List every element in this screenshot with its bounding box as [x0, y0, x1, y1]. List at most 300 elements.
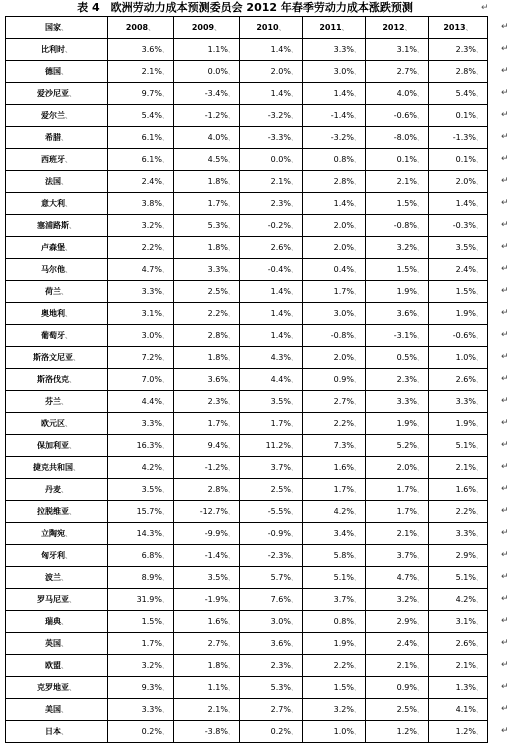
cell-mark: 、 — [162, 639, 169, 648]
cell-mark: 、 — [354, 177, 361, 186]
value-cell — [108, 523, 174, 545]
value-cell — [366, 171, 429, 193]
value-text: 4.2% — [455, 594, 476, 604]
country-label: 罗马尼亚 — [37, 595, 69, 604]
value-cell — [429, 171, 488, 193]
cell-mark: 、 — [162, 397, 169, 406]
paragraph-mark: ↵ — [501, 725, 509, 736]
paragraph-mark: ↵ — [501, 197, 509, 208]
table-row — [6, 347, 488, 369]
country-label: 希腊 — [45, 133, 61, 142]
value-text: 0.1% — [396, 154, 417, 164]
value-text: 1.7% — [396, 484, 417, 494]
cell-mark: 、 — [291, 287, 298, 296]
cell-mark: 、 — [417, 177, 424, 186]
cell-mark: 、 — [148, 23, 156, 32]
value-cell — [174, 545, 240, 567]
value-text: 7.0% — [141, 374, 162, 384]
value-text: 2.5% — [207, 286, 228, 296]
value-text: 4.4% — [141, 396, 162, 406]
cell-mark: 、 — [162, 177, 169, 186]
value-cell — [174, 171, 240, 193]
country-cell — [6, 589, 108, 611]
value-text: 2.7% — [396, 66, 417, 76]
cell-mark: 、 — [291, 177, 298, 186]
cell-mark: 、 — [291, 199, 298, 208]
cell-mark: 、 — [228, 551, 235, 560]
paragraph-mark: ↵ — [501, 219, 509, 230]
country-cell — [6, 281, 108, 303]
column-header — [429, 17, 488, 39]
value-text: 0.9% — [396, 682, 417, 692]
cell-mark: 、 — [354, 221, 361, 230]
value-text: 4.0% — [207, 132, 228, 142]
value-cell — [429, 523, 488, 545]
cell-mark: 、 — [162, 705, 169, 714]
cell-mark: 、 — [417, 551, 424, 560]
cell-mark: 、 — [354, 89, 361, 98]
value-text: 2.7% — [207, 638, 228, 648]
value-text: 2.8% — [207, 484, 228, 494]
value-cell — [108, 589, 174, 611]
value-text: 6.8% — [141, 550, 162, 560]
cell-mark: 、 — [291, 551, 298, 560]
value-cell — [174, 303, 240, 325]
cell-mark: 、 — [417, 485, 424, 494]
cell-mark: 、 — [228, 177, 235, 186]
cell-mark: 、 — [417, 133, 424, 142]
value-text: 1.9% — [333, 638, 354, 648]
value-cell — [429, 457, 488, 479]
value-cell — [303, 611, 366, 633]
cell-mark: 、 — [354, 683, 361, 692]
value-cell — [108, 149, 174, 171]
value-cell — [174, 127, 240, 149]
cell-mark: 、 — [291, 45, 298, 54]
value-cell — [429, 39, 488, 61]
value-text: 2.4% — [396, 638, 417, 648]
country-cell — [6, 545, 108, 567]
value-text: 3.7% — [270, 462, 291, 472]
value-cell — [240, 347, 303, 369]
value-cell — [429, 501, 488, 523]
value-text: 4.2% — [333, 506, 354, 516]
country-label: 日本 — [45, 727, 61, 736]
value-cell — [240, 721, 303, 743]
country-label: 欧盟 — [45, 661, 61, 670]
cell-mark: 、 — [69, 442, 76, 450]
value-text: 11.2% — [265, 440, 291, 450]
value-cell — [303, 61, 366, 83]
value-cell — [108, 127, 174, 149]
cell-mark: 、 — [162, 617, 169, 626]
value-text: -1.3% — [452, 132, 476, 142]
cell-mark: 、 — [417, 661, 424, 670]
cell-mark: 、 — [417, 683, 424, 692]
value-cell — [303, 325, 366, 347]
cell-mark: 、 — [228, 397, 235, 406]
cell-mark: 、 — [228, 199, 235, 208]
value-cell — [429, 105, 488, 127]
cell-mark: 、 — [476, 617, 483, 626]
value-cell — [303, 149, 366, 171]
cell-mark: 、 — [228, 353, 235, 362]
cell-mark: 、 — [69, 90, 76, 98]
value-text: 3.5% — [455, 242, 476, 252]
cell-mark: 、 — [291, 375, 298, 384]
paragraph-mark: ↵ — [501, 373, 509, 384]
cell-mark: 、 — [417, 375, 424, 384]
header-label: 2009 — [191, 22, 215, 32]
value-text: 2.0% — [455, 176, 476, 186]
value-cell — [303, 501, 366, 523]
paragraph-mark: ↵ — [501, 703, 509, 714]
value-text: -1.9% — [204, 594, 228, 604]
value-text: 6.1% — [141, 154, 162, 164]
country-cell — [6, 435, 108, 457]
value-text: 3.3% — [455, 528, 476, 538]
cell-mark: 、 — [291, 221, 298, 230]
value-cell — [108, 567, 174, 589]
cell-mark: 、 — [65, 310, 72, 318]
value-cell — [429, 699, 488, 721]
value-text: 1.6% — [455, 484, 476, 494]
cell-mark: 、 — [228, 573, 235, 582]
table-row — [6, 303, 488, 325]
value-text: 5.4% — [141, 110, 162, 120]
value-text: 2.8% — [207, 330, 228, 340]
cell-mark: 、 — [354, 353, 361, 362]
cell-mark: 、 — [354, 441, 361, 450]
value-cell — [240, 303, 303, 325]
value-cell — [174, 501, 240, 523]
value-text: 4.4% — [270, 374, 291, 384]
value-cell — [366, 237, 429, 259]
value-cell — [174, 391, 240, 413]
cell-mark: 、 — [291, 67, 298, 76]
cell-mark: 、 — [417, 331, 424, 340]
paragraph-mark: ↵ — [501, 109, 509, 120]
cell-mark: 、 — [228, 639, 235, 648]
paragraph-mark: ↵ — [501, 65, 509, 76]
value-cell — [174, 567, 240, 589]
cell-mark: 、 — [69, 508, 76, 516]
cell-mark: 、 — [73, 354, 80, 362]
paragraph-mark: ↵ — [501, 395, 509, 406]
cell-mark: 、 — [354, 45, 361, 54]
value-cell — [366, 567, 429, 589]
country-label: 意大利 — [41, 199, 65, 208]
value-text: 1.6% — [207, 616, 228, 626]
country-cell — [6, 457, 108, 479]
cell-mark: 、 — [291, 265, 298, 274]
value-text: 2.6% — [455, 638, 476, 648]
value-text: -1.4% — [330, 110, 354, 120]
cell-mark: 、 — [162, 419, 169, 428]
value-text: -0.2% — [267, 220, 291, 230]
table-row — [6, 127, 488, 149]
value-text: 4.7% — [396, 572, 417, 582]
value-cell — [303, 699, 366, 721]
cell-mark: 、 — [228, 441, 235, 450]
value-cell — [240, 457, 303, 479]
cell-mark: 、 — [417, 353, 424, 362]
paragraph-mark: ↵ — [501, 329, 509, 340]
country-cell — [6, 105, 108, 127]
cell-mark: 、 — [162, 353, 169, 362]
cell-mark: 、 — [291, 331, 298, 340]
column-header — [6, 17, 108, 39]
cell-mark: 、 — [354, 67, 361, 76]
cell-mark: 、 — [417, 67, 424, 76]
value-cell — [366, 325, 429, 347]
country-label: 斯洛文尼亚 — [33, 353, 73, 362]
cell-mark: 、 — [291, 133, 298, 142]
value-text: 1.9% — [396, 286, 417, 296]
country-label: 卢森堡 — [41, 243, 65, 252]
cell-mark: 、 — [417, 89, 424, 98]
value-text: 3.4% — [333, 528, 354, 538]
cell-mark: 、 — [476, 727, 483, 736]
value-text: 1.8% — [207, 242, 228, 252]
country-label: 法国 — [45, 177, 61, 186]
value-text: 2.5% — [270, 484, 291, 494]
value-cell — [108, 259, 174, 281]
country-cell — [6, 721, 108, 743]
cell-mark: 、 — [162, 551, 169, 560]
value-text: 2.0% — [333, 242, 354, 252]
value-text: 2.7% — [333, 396, 354, 406]
value-text: 0.2% — [270, 726, 291, 736]
value-cell — [240, 567, 303, 589]
cell-mark: 、 — [228, 485, 235, 494]
value-cell — [303, 303, 366, 325]
value-cell — [303, 127, 366, 149]
value-text: 2.7% — [270, 704, 291, 714]
value-text: 4.5% — [207, 154, 228, 164]
cell-mark: 、 — [214, 23, 222, 32]
value-cell — [366, 39, 429, 61]
cell-mark: 、 — [476, 45, 483, 54]
value-text: 1.9% — [455, 308, 476, 318]
value-text: -0.6% — [393, 110, 417, 120]
value-cell — [174, 677, 240, 699]
value-text: -12.7% — [199, 506, 228, 516]
cell-mark: 、 — [476, 199, 483, 208]
cell-mark: 、 — [354, 243, 361, 252]
country-label: 匈牙利 — [41, 551, 65, 560]
value-text: 2.2% — [333, 418, 354, 428]
cell-mark: 、 — [228, 67, 235, 76]
value-text: 1.8% — [207, 660, 228, 670]
value-cell — [303, 171, 366, 193]
value-cell — [108, 699, 174, 721]
cell-mark: 、 — [228, 529, 235, 538]
value-cell — [303, 39, 366, 61]
cell-mark: 、 — [61, 398, 68, 406]
value-text: 1.5% — [396, 198, 417, 208]
cell-mark: 、 — [228, 155, 235, 164]
table-row — [6, 61, 488, 83]
paragraph-mark: ↵ — [501, 131, 509, 142]
value-cell — [303, 435, 366, 457]
paragraph-mark: ↵ — [501, 43, 509, 54]
value-text: 3.0% — [333, 66, 354, 76]
cell-mark: 、 — [162, 331, 169, 340]
value-cell — [240, 633, 303, 655]
table-row — [6, 413, 488, 435]
value-cell — [429, 61, 488, 83]
cell-mark: 、 — [162, 287, 169, 296]
cell-mark: 、 — [61, 728, 68, 736]
cell-mark: 、 — [476, 485, 483, 494]
cell-mark: 、 — [476, 683, 483, 692]
value-text: 8.9% — [141, 572, 162, 582]
table-row — [6, 39, 488, 61]
value-text: -1.2% — [204, 462, 228, 472]
value-cell — [240, 193, 303, 215]
value-cell — [240, 127, 303, 149]
value-text: 2.3% — [455, 44, 476, 54]
value-text: 1.7% — [270, 418, 291, 428]
value-text: 1.5% — [141, 616, 162, 626]
cell-mark: 、 — [162, 111, 169, 120]
value-cell — [429, 303, 488, 325]
value-cell — [429, 413, 488, 435]
value-cell — [108, 677, 174, 699]
value-cell — [240, 281, 303, 303]
cell-mark: 、 — [65, 46, 72, 54]
value-text: 6.1% — [141, 132, 162, 142]
value-text: 3.3% — [455, 396, 476, 406]
country-label: 拉脱维亚 — [37, 507, 69, 516]
table-row — [6, 567, 488, 589]
value-cell — [174, 347, 240, 369]
cell-mark: 、 — [417, 507, 424, 516]
value-cell — [303, 83, 366, 105]
country-label: 马尔他 — [41, 265, 65, 274]
value-text: 9.7% — [141, 88, 162, 98]
cell-mark: 、 — [162, 89, 169, 98]
cell-mark: 、 — [228, 221, 235, 230]
value-cell — [174, 39, 240, 61]
value-text: 2.9% — [396, 616, 417, 626]
cell-mark: 、 — [354, 375, 361, 384]
value-text: 3.0% — [333, 308, 354, 318]
value-text: 1.7% — [333, 286, 354, 296]
value-cell — [366, 215, 429, 237]
value-text: 3.3% — [333, 44, 354, 54]
value-cell — [366, 105, 429, 127]
value-text: 3.5% — [270, 396, 291, 406]
value-cell — [303, 105, 366, 127]
value-cell — [174, 633, 240, 655]
cell-mark: 、 — [291, 485, 298, 494]
table-row — [6, 435, 488, 457]
value-text: -1.4% — [204, 550, 228, 560]
cell-mark: 、 — [476, 507, 483, 516]
value-cell — [240, 83, 303, 105]
country-label: 丹麦 — [45, 485, 61, 494]
cell-mark: 、 — [354, 133, 361, 142]
header-row — [6, 17, 488, 39]
value-cell — [174, 325, 240, 347]
value-cell — [240, 479, 303, 501]
value-cell — [303, 369, 366, 391]
value-text: 2.8% — [455, 66, 476, 76]
value-text: 14.3% — [136, 528, 162, 538]
value-text: 1.7% — [333, 484, 354, 494]
value-text: 2.1% — [396, 528, 417, 538]
cell-mark: 、 — [162, 243, 169, 252]
cell-mark: 、 — [228, 727, 235, 736]
value-text: 3.3% — [141, 286, 162, 296]
cell-mark: 、 — [341, 23, 349, 32]
column-header — [240, 17, 303, 39]
cell-mark: 、 — [65, 244, 72, 252]
cell-mark: 、 — [417, 243, 424, 252]
country-cell — [6, 303, 108, 325]
cell-mark: 、 — [228, 287, 235, 296]
cell-mark: 、 — [61, 662, 68, 670]
value-cell — [429, 149, 488, 171]
cell-mark: 、 — [228, 375, 235, 384]
country-cell — [6, 391, 108, 413]
cell-mark: 、 — [228, 111, 235, 120]
paragraph-mark: ↵ — [501, 241, 509, 252]
value-text: 2.1% — [141, 66, 162, 76]
value-text: 0.5% — [396, 352, 417, 362]
value-text: 4.1% — [455, 704, 476, 714]
value-cell — [366, 611, 429, 633]
value-cell — [108, 237, 174, 259]
value-cell — [366, 303, 429, 325]
table-row — [6, 611, 488, 633]
cell-mark: 、 — [73, 464, 80, 472]
value-text: -3.3% — [267, 132, 291, 142]
value-text: 1.3% — [455, 682, 476, 692]
value-text: 7.2% — [141, 352, 162, 362]
cell-mark: 、 — [354, 397, 361, 406]
value-text: 5.2% — [396, 440, 417, 450]
value-cell — [174, 149, 240, 171]
table-row — [6, 589, 488, 611]
value-text: 1.4% — [270, 44, 291, 54]
paragraph-mark: ↵ — [501, 593, 509, 604]
value-cell — [174, 61, 240, 83]
value-cell — [429, 347, 488, 369]
cell-mark: 、 — [354, 111, 361, 120]
value-text: 2.2% — [333, 660, 354, 670]
value-cell — [429, 721, 488, 743]
cell-mark: 、 — [61, 706, 68, 714]
cell-mark: 、 — [417, 199, 424, 208]
value-text: 9.4% — [207, 440, 228, 450]
cell-mark: 、 — [291, 529, 298, 538]
cell-mark: 、 — [476, 287, 483, 296]
country-cell — [6, 611, 108, 633]
value-text: 1.7% — [207, 418, 228, 428]
cell-mark: 、 — [404, 23, 412, 32]
cell-mark: 、 — [354, 595, 361, 604]
value-text: -5.5% — [267, 506, 291, 516]
paragraph-mark: ↵ — [501, 527, 509, 538]
value-text: -0.9% — [267, 528, 291, 538]
cell-mark: 、 — [476, 309, 483, 318]
cell-mark: 、 — [291, 463, 298, 472]
value-cell — [303, 457, 366, 479]
value-cell — [366, 479, 429, 501]
